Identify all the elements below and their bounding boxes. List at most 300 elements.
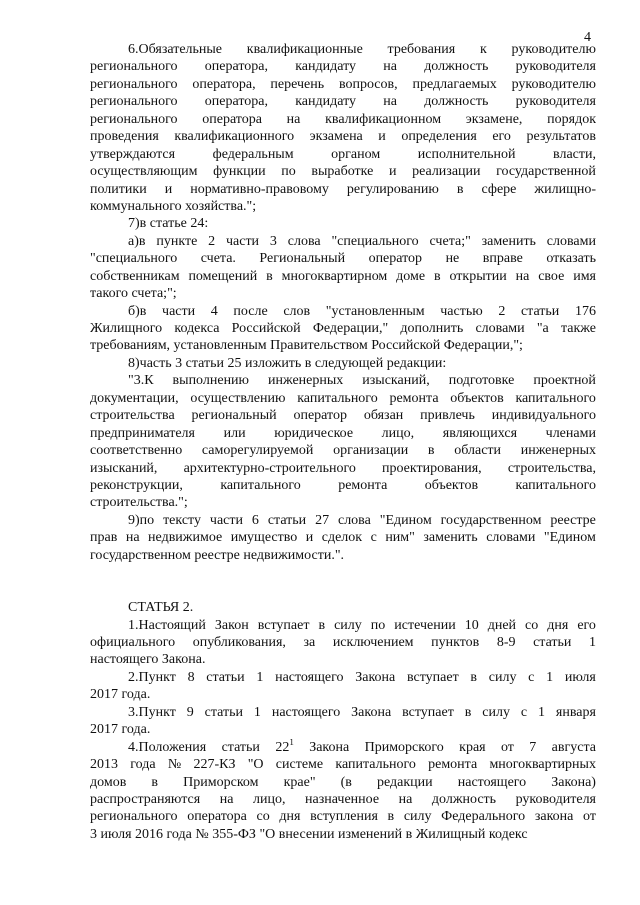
word: по xyxy=(370,617,386,633)
word: слова xyxy=(337,512,371,528)
word: редакции xyxy=(377,774,433,790)
word: части xyxy=(209,512,243,528)
word: "специального xyxy=(331,233,419,249)
text-line xyxy=(90,372,596,389)
word: перечень xyxy=(270,76,325,92)
word: счета;" xyxy=(429,233,471,249)
word: руководителя xyxy=(515,94,596,110)
word: силу xyxy=(403,809,432,825)
word: свое xyxy=(538,268,565,284)
text-line xyxy=(90,41,596,58)
word: оператор xyxy=(368,251,423,267)
word: 4 xyxy=(210,303,218,319)
document-body xyxy=(90,41,596,843)
word: государственной xyxy=(496,164,596,180)
text-line xyxy=(90,250,596,267)
text-line: 2017 года. xyxy=(90,722,151,738)
text-line xyxy=(90,477,596,494)
word: домов xyxy=(90,774,127,790)
word: его xyxy=(492,129,511,145)
word: регионального xyxy=(90,94,178,110)
word: словами xyxy=(486,530,536,546)
text-line xyxy=(90,407,596,424)
page-number: 4 xyxy=(584,30,591,45)
text-line xyxy=(90,425,596,442)
word: 3 xyxy=(269,233,277,249)
word: от xyxy=(583,809,596,825)
paragraph xyxy=(90,233,596,303)
text-line xyxy=(90,128,596,145)
word: "специального xyxy=(90,251,178,267)
word: экзамене, xyxy=(465,111,523,127)
word: слова xyxy=(287,233,321,249)
word: года xyxy=(130,757,156,773)
word: 10 xyxy=(464,617,479,633)
word: регионального xyxy=(90,111,178,127)
paragraph xyxy=(90,372,596,512)
word: в xyxy=(464,704,472,720)
word: 8 xyxy=(187,669,195,685)
text-line xyxy=(90,808,596,825)
word: вступает xyxy=(406,669,459,685)
word: квалификационном xyxy=(325,111,442,127)
text-line xyxy=(90,774,596,791)
word: государственном xyxy=(440,512,542,528)
word: 2.Пункт xyxy=(128,669,176,685)
word: (в xyxy=(340,774,352,790)
text-line: 8)часть 3 статьи 25 изложить в следующей редакции: xyxy=(128,355,447,371)
word: на xyxy=(286,111,301,127)
word: со xyxy=(525,617,539,633)
word: 7 xyxy=(529,739,537,755)
word: заменить xyxy=(423,530,478,546)
word: объектов xyxy=(450,390,504,406)
word: 1 xyxy=(588,635,596,650)
word: силу xyxy=(334,617,362,633)
word: реестре xyxy=(550,512,596,528)
text-line: государственном реестре недвижимости.". xyxy=(90,547,345,563)
word: кандидату xyxy=(295,59,357,75)
word: 227-КЗ xyxy=(193,757,236,773)
word: изысканий, xyxy=(90,460,158,476)
word: вступает xyxy=(257,617,310,633)
word: утверждаются xyxy=(90,146,176,162)
word: ним" xyxy=(385,530,415,546)
word: официального xyxy=(90,635,176,650)
word: части xyxy=(162,303,196,319)
word: оператора xyxy=(202,111,262,127)
word: назначенное xyxy=(305,791,380,807)
word: руководителя xyxy=(515,59,596,75)
word: руководителю xyxy=(511,42,596,57)
word: руководителя xyxy=(515,791,596,807)
word: словами xyxy=(546,233,596,249)
word: капитального xyxy=(335,757,416,773)
word: 1 xyxy=(256,669,264,685)
word: распространяются xyxy=(90,791,201,807)
word: регулированию xyxy=(346,181,439,197)
text-line xyxy=(90,268,596,285)
text-line xyxy=(90,617,596,634)
text-line: настоящего Закона. xyxy=(90,652,206,668)
word: имущество xyxy=(230,530,298,546)
paragraph xyxy=(90,41,596,215)
word: а)в xyxy=(128,233,146,249)
section-gap xyxy=(90,564,596,599)
word: членами xyxy=(545,425,596,441)
word: власти, xyxy=(553,146,596,162)
word: со xyxy=(256,809,270,825)
word: изысканий, xyxy=(362,373,430,389)
word: документации, xyxy=(90,390,179,406)
word: 1.Настоящий xyxy=(128,617,206,633)
word: Жилищного xyxy=(90,321,163,336)
word: подготовке xyxy=(448,373,515,389)
word: в xyxy=(318,617,326,633)
word: в xyxy=(470,669,478,685)
word: 6 xyxy=(251,512,259,528)
word: вправе xyxy=(482,251,523,267)
word: 2 xyxy=(208,233,216,249)
word: "3.К xyxy=(128,373,154,389)
word: в xyxy=(427,443,435,459)
word: не xyxy=(445,251,460,267)
word: Закона) xyxy=(551,774,596,790)
word: и xyxy=(388,164,397,180)
word: пунктов xyxy=(431,635,480,650)
word: августа xyxy=(551,739,596,755)
word: многоквартирных xyxy=(489,757,596,773)
word: Закона xyxy=(309,739,350,755)
word: Приморском xyxy=(183,774,259,790)
word: оператор xyxy=(293,408,347,424)
text-line: 2017 года. xyxy=(90,687,151,703)
word: руководителю xyxy=(511,76,596,92)
word: истечении xyxy=(394,617,456,633)
word: открытии xyxy=(449,268,507,284)
word: 2013 xyxy=(90,757,118,773)
word: Федерации," xyxy=(312,321,389,336)
word: 1 xyxy=(546,669,554,685)
word: силу xyxy=(482,704,510,720)
word: от xyxy=(500,739,514,755)
text-line xyxy=(90,163,596,180)
word: 8-9 xyxy=(496,635,516,650)
word: дополнить xyxy=(400,321,464,336)
word: недвижимое xyxy=(148,530,223,546)
word: вступает xyxy=(402,704,454,720)
word: сделок xyxy=(321,530,363,546)
word: № xyxy=(167,757,182,773)
word: исполнительной xyxy=(417,146,516,162)
word: требования xyxy=(387,42,456,57)
word: порядок xyxy=(547,111,596,127)
word: саморегулируемой xyxy=(201,443,314,459)
word: счета. xyxy=(200,251,236,267)
word: на xyxy=(219,791,234,807)
word: и xyxy=(164,181,173,197)
text-line xyxy=(90,181,596,198)
paragraph xyxy=(90,739,596,844)
word: должность xyxy=(431,791,497,807)
word: Российской xyxy=(231,321,301,336)
word: 9 xyxy=(186,704,194,720)
text-line: строительства."; xyxy=(90,495,188,511)
text-line xyxy=(90,58,596,75)
word: оператора xyxy=(187,809,247,825)
word: политики xyxy=(90,181,147,197)
word: за xyxy=(303,635,316,650)
word: также xyxy=(560,321,596,336)
text-line xyxy=(90,460,596,477)
word: жилищно- xyxy=(534,181,596,197)
text-line xyxy=(90,303,596,320)
word: отказать xyxy=(546,251,596,267)
word: статьи xyxy=(520,303,560,319)
word: на xyxy=(125,530,140,546)
word: Закон xyxy=(214,617,249,633)
word: части xyxy=(225,233,260,249)
word: архитектурно-строительного xyxy=(183,460,356,476)
word: юридическое xyxy=(274,425,354,441)
text-line: требованиям, установленным Правительством Российской Федерации,"; xyxy=(90,338,523,354)
word: крае" xyxy=(283,774,316,790)
word: к xyxy=(479,42,487,57)
word: на xyxy=(398,791,413,807)
word: настоящего xyxy=(457,774,527,790)
text-line xyxy=(90,146,596,163)
word: инженерных xyxy=(268,373,344,389)
word: настоящего xyxy=(275,669,344,685)
word: соответственно xyxy=(90,443,183,459)
word: региональный xyxy=(191,408,277,424)
text-line xyxy=(90,791,596,808)
word: после xyxy=(233,303,268,319)
word: статьи xyxy=(206,669,245,685)
text-line xyxy=(90,634,596,651)
text-line: коммунального хозяйства."; xyxy=(90,198,257,214)
word: предпринимателя xyxy=(90,425,195,441)
word: имя xyxy=(573,268,596,284)
word: на xyxy=(383,94,397,110)
word: в xyxy=(151,774,159,790)
word: доме xyxy=(396,268,426,284)
paragraph xyxy=(90,669,596,704)
word: и xyxy=(305,530,314,546)
word: с xyxy=(520,704,528,720)
word: закона xyxy=(534,809,574,825)
text-line xyxy=(90,529,596,546)
word: на xyxy=(515,268,530,284)
word: строительства, xyxy=(507,460,596,476)
word: капитального xyxy=(515,390,596,406)
word: должность xyxy=(424,59,489,75)
word: выполнению xyxy=(172,373,250,389)
word: кодекса xyxy=(174,321,220,336)
paragraph xyxy=(90,617,596,669)
word: 27 xyxy=(315,512,330,528)
text-line: такого счета;"; xyxy=(90,286,177,302)
word: собственникам xyxy=(90,268,180,284)
word: ремонта xyxy=(389,390,439,406)
word: с xyxy=(370,530,377,546)
word: слов xyxy=(283,303,311,319)
word: января xyxy=(555,704,596,720)
word: привлечь xyxy=(420,408,475,424)
text-line xyxy=(90,76,596,93)
word: в xyxy=(433,268,441,284)
paragraph xyxy=(90,512,596,564)
word: органом xyxy=(331,146,381,162)
word: дня xyxy=(279,809,301,825)
word: проектной xyxy=(533,373,596,389)
text-line xyxy=(90,320,596,337)
word: края xyxy=(459,739,486,755)
word: строительства xyxy=(90,408,175,424)
word: объектов xyxy=(424,477,479,493)
word: проведения xyxy=(90,129,159,145)
word: вступления xyxy=(310,809,378,825)
word: прав xyxy=(90,530,118,546)
word: ремонта xyxy=(338,477,388,493)
word: 2 xyxy=(498,303,506,319)
word: индивидуального xyxy=(491,408,596,424)
word: частью xyxy=(440,303,483,319)
text-line xyxy=(90,233,596,250)
word: инженерных xyxy=(520,443,596,459)
text-line xyxy=(90,756,596,773)
word: тексту xyxy=(163,512,201,528)
word: ремонта xyxy=(428,757,478,773)
word: 176 xyxy=(574,303,596,319)
paragraph xyxy=(90,355,596,372)
word: статьи xyxy=(267,512,307,528)
word: лицо, xyxy=(381,425,415,441)
word: силу xyxy=(488,669,517,685)
word: заменить xyxy=(481,233,536,249)
word: предлагаемых xyxy=(412,76,497,92)
word: определения xyxy=(401,129,477,145)
word: регионального xyxy=(90,59,178,75)
word: б)в xyxy=(128,303,147,319)
text-line xyxy=(90,442,596,459)
word: статьи xyxy=(533,635,572,650)
word: на xyxy=(383,59,397,75)
word: капитального xyxy=(220,477,301,493)
word: нормативно-правовому xyxy=(190,181,329,197)
word: оператора, xyxy=(204,59,268,75)
word: словами xyxy=(475,321,525,336)
paragraph xyxy=(90,704,596,739)
text-line xyxy=(90,669,596,686)
word: экзамена xyxy=(309,129,363,145)
word: реконструкции, xyxy=(90,477,183,493)
word: 3.Пункт xyxy=(128,704,176,720)
word: результатов xyxy=(526,129,596,145)
word: в xyxy=(387,809,395,825)
paragraph xyxy=(90,303,596,355)
word: регионального xyxy=(90,809,178,825)
word: Федерального xyxy=(441,809,526,825)
word: Региональный xyxy=(259,251,346,267)
word: системе xyxy=(275,757,324,773)
word: или xyxy=(223,425,246,441)
word: по xyxy=(281,164,296,180)
word: $22^1$ xyxy=(275,738,294,755)
word: организации xyxy=(333,443,409,459)
word: настоящего xyxy=(271,704,341,720)
word: проектирования, xyxy=(382,460,482,476)
word: 9)по xyxy=(128,512,155,528)
word: оператора, xyxy=(204,94,268,110)
word: функции xyxy=(213,164,266,180)
word: квалификационные xyxy=(246,42,363,57)
word: капитального xyxy=(297,390,378,406)
word: реализации xyxy=(412,164,481,180)
word: области xyxy=(454,443,502,459)
section-heading: СТАТЬЯ 2. xyxy=(128,600,194,616)
word: должность xyxy=(424,94,489,110)
text-line xyxy=(90,704,596,721)
word: осуществлению xyxy=(190,390,286,406)
word: кандидату xyxy=(295,94,357,110)
word: "Едином xyxy=(379,512,432,528)
word: июля xyxy=(564,669,596,685)
word: "а xyxy=(536,321,549,336)
word: 1 xyxy=(537,704,545,720)
word: в xyxy=(266,268,273,284)
word: с xyxy=(528,669,535,685)
word: 4.Положения xyxy=(128,739,207,755)
text-line xyxy=(90,111,596,128)
word: 1 xyxy=(253,704,261,720)
text-line xyxy=(90,739,596,756)
word: помещений xyxy=(188,268,258,284)
word: многоквартирном xyxy=(281,268,388,284)
word: выработке xyxy=(311,164,374,180)
word: являющихся xyxy=(442,425,518,441)
word: квалификационного xyxy=(174,129,295,145)
word: Закона xyxy=(351,704,392,720)
word: "О xyxy=(247,757,264,773)
word: его xyxy=(577,617,596,633)
paragraph xyxy=(90,215,596,232)
word: регионального xyxy=(90,76,178,92)
word: Закона xyxy=(355,669,396,685)
text-line: 7)в статье 24: xyxy=(128,216,209,232)
text-line xyxy=(90,390,596,407)
word: оператора, xyxy=(192,76,256,92)
word: статьи xyxy=(204,704,244,720)
word: опубликования, xyxy=(192,635,286,650)
word: дня xyxy=(547,617,569,633)
word: "установленным xyxy=(325,303,425,319)
word: федеральным xyxy=(212,146,294,162)
word: исключением xyxy=(332,635,414,650)
word: в xyxy=(456,181,464,197)
text-line xyxy=(90,512,596,529)
word: лицо, xyxy=(252,791,286,807)
word: и xyxy=(378,129,386,145)
word: обязан xyxy=(363,408,404,424)
word: вопросов, xyxy=(338,76,398,92)
word: дней xyxy=(487,617,517,633)
word: сфере xyxy=(481,181,517,197)
text-line xyxy=(90,93,596,110)
word: статьи xyxy=(221,739,260,755)
word: капитального xyxy=(515,477,596,493)
text-line: 3 июля 2016 года № 355-ФЗ "О внесении изменений в Жилищный кодекс xyxy=(90,826,528,842)
